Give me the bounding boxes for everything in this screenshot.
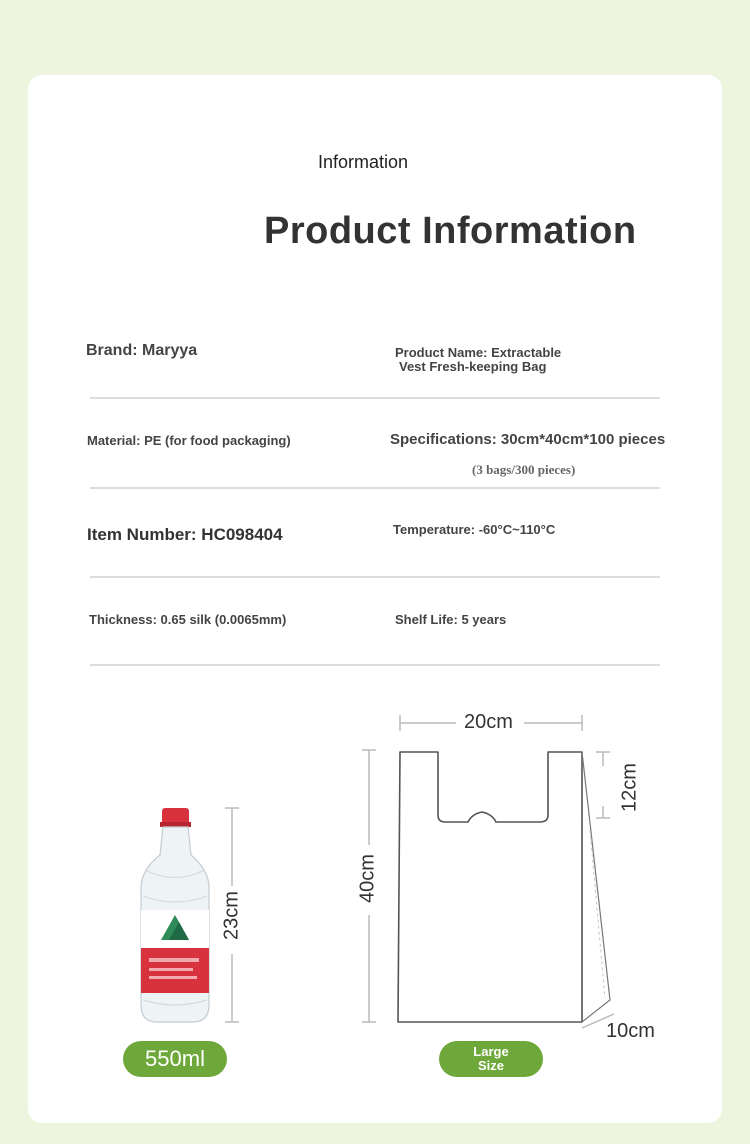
item-number-text: Item Number: HC098404 bbox=[87, 525, 283, 544]
size-badge-line1: Large bbox=[473, 1044, 509, 1059]
section-eyebrow: Information bbox=[318, 152, 409, 172]
temperature-text: Temperature: -60°C~110°C bbox=[393, 522, 556, 537]
volume-badge: 550ml bbox=[123, 1041, 227, 1077]
brand-text: Brand: Maryya bbox=[86, 342, 198, 359]
divider bbox=[90, 664, 660, 666]
size-badge-line2: Size bbox=[477, 1058, 504, 1073]
divider bbox=[90, 397, 660, 399]
page-title: Product Information bbox=[264, 210, 637, 252]
divider bbox=[90, 576, 660, 578]
size-badge bbox=[439, 1041, 543, 1077]
product-name-line1: Product Name: Extractable bbox=[395, 345, 562, 360]
specifications-note: (3 bags/300 pieces) bbox=[472, 462, 576, 477]
divider bbox=[90, 487, 660, 489]
bag-handle-label: 12cm bbox=[618, 763, 641, 812]
shelf-life-text: Shelf Life: 5 years bbox=[395, 612, 507, 627]
bag-height-label: 40cm bbox=[356, 854, 379, 903]
bottle-height-label: 23cm bbox=[220, 891, 243, 940]
thickness-text: Thickness: 0.65 silk (0.0065mm) bbox=[89, 612, 287, 627]
bag-width-label: 20cm bbox=[464, 711, 513, 733]
material-text: Material: PE (for food packaging) bbox=[87, 433, 291, 448]
bag-gusset-label: 10cm bbox=[606, 1020, 655, 1042]
vest-bag-image bbox=[360, 710, 620, 1030]
product-name-line2: Vest Fresh-keeping Bag bbox=[399, 359, 547, 374]
specifications-text: Specifications: 30cm*40cm*100 pieces bbox=[390, 431, 666, 448]
